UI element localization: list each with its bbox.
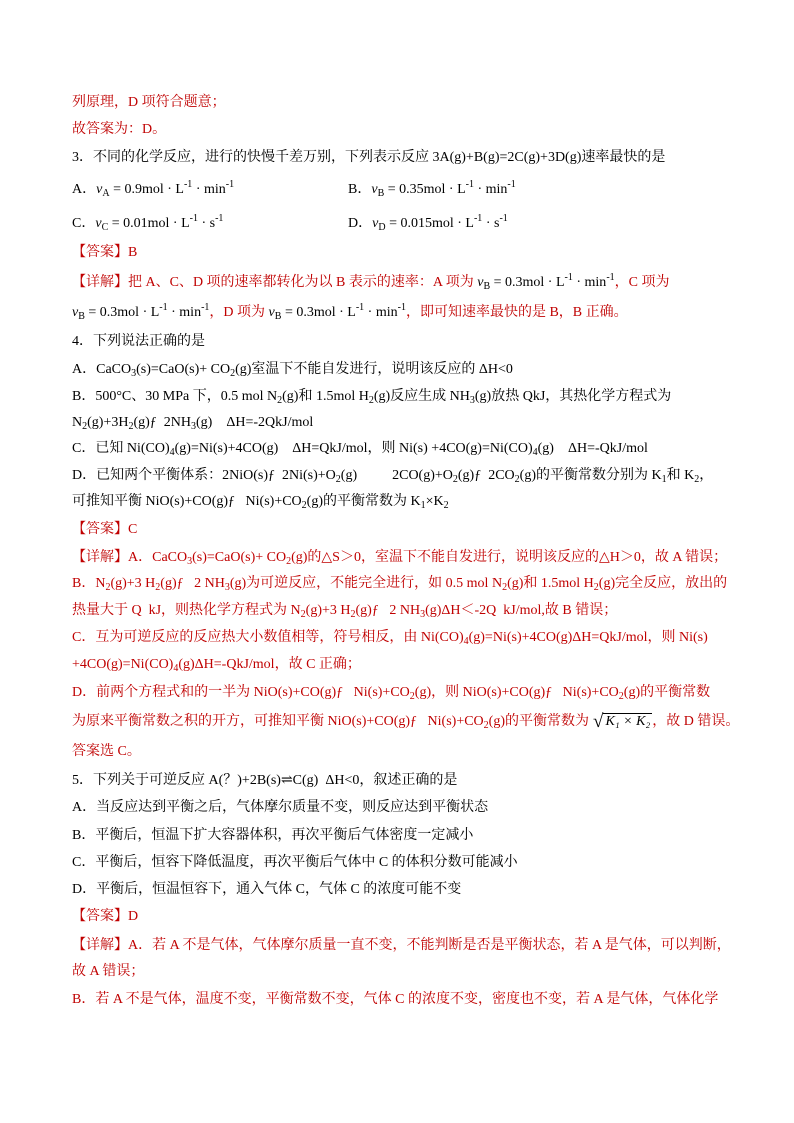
subscript: 2 — [350, 609, 356, 620]
subscript: 2 — [483, 720, 489, 731]
text-run: 热量大于 Q kJ，则热化学方程式为 N — [72, 603, 301, 618]
text-run: A．CaCO — [72, 362, 132, 377]
text-run: (g)+3 H — [110, 576, 156, 591]
subscript: 4 — [532, 447, 538, 458]
text-line — [72, 742, 141, 762]
variable: v — [72, 305, 79, 320]
text-line — [72, 990, 718, 1010]
subscript: 2 — [128, 421, 134, 432]
formula-run: = 0.3mol · L — [490, 275, 565, 290]
formula-run: · min — [364, 305, 398, 320]
formula-run: · min — [572, 275, 607, 290]
text-line — [72, 439, 648, 459]
text-run: (g)ƒ 2 NH — [355, 603, 421, 618]
text-run: (g)和 1.5mol H — [282, 389, 369, 404]
subscript: B — [274, 311, 282, 322]
text-line — [72, 93, 226, 113]
answer-line — [72, 907, 138, 927]
superscript: -1 — [215, 213, 224, 224]
subscript: 4 — [463, 636, 469, 647]
formula-run: · min — [167, 305, 202, 320]
subscript: B — [483, 281, 491, 292]
superscript: -1 — [225, 179, 235, 190]
text-run: (g)ΔH=-QkJ/mol，故 C 正确； — [178, 657, 361, 672]
text-run: · s — [482, 216, 500, 231]
text-line — [72, 180, 234, 200]
text-run: · s — [197, 216, 216, 231]
text-run: 4．下列说法正确的是 — [72, 334, 205, 349]
text-run: (g)完全反应，放出的 — [598, 576, 728, 591]
text-run: (g)的平衡常数为 K — [306, 494, 421, 509]
text-run: (g)和 1.5mol H — [507, 576, 594, 591]
subscript: 2 — [230, 368, 236, 379]
variable: v — [96, 182, 103, 197]
explanation-line — [72, 273, 670, 293]
text-run: (s)=CaO(s)+ CO — [136, 362, 231, 377]
radical-sign: √ — [593, 711, 604, 732]
subscript: 2 — [502, 582, 508, 593]
text-line — [72, 148, 665, 168]
radicand: K₁ × K₂ — [605, 714, 651, 729]
subscript: 2 — [105, 582, 111, 593]
subscript: 3 — [420, 609, 426, 620]
text-line — [72, 332, 205, 352]
subscript: 1 — [661, 474, 667, 485]
variable: v — [477, 275, 484, 290]
text-run: 【答案】B — [72, 245, 138, 260]
text-run: C． — [72, 216, 96, 231]
text-line — [72, 120, 166, 140]
text-run: (g)的平衡常数为 — [488, 714, 589, 729]
text-run: D．平衡后，恒温恒容下，通入气体 C，气体 C 的浓度可能不变 — [72, 882, 462, 897]
text-run: 和 K — [666, 468, 695, 483]
text-run: ×K — [425, 494, 444, 509]
superscript: -1 — [201, 302, 210, 313]
superscript: -1 — [473, 213, 483, 224]
text-line — [72, 303, 628, 323]
text-run: N — [72, 415, 83, 430]
text-run: = 0.9mol · L — [109, 182, 184, 197]
variable: v — [268, 305, 275, 320]
superscript: -1 — [189, 213, 198, 224]
text-line — [72, 601, 617, 621]
subscript: 2 — [300, 609, 306, 620]
text-run: (g)ƒ 2CO — [457, 468, 515, 483]
text-run: (g)+3H — [87, 415, 129, 430]
text-run: 【详解】把 A、C、D 项的速率都转化为以 B 表示的速率：A 项为 — [72, 275, 478, 290]
text-run: (g)的平衡常数分别为 K — [519, 468, 662, 483]
text-line — [72, 387, 671, 407]
text-run: (g)反应生成 NH — [373, 389, 470, 404]
text-line — [72, 466, 713, 486]
subscript: 3 — [187, 556, 193, 567]
text-line — [72, 826, 473, 846]
subscript: 2 — [452, 474, 458, 485]
text-run: · min — [192, 182, 226, 197]
subscript: 2 — [368, 395, 374, 406]
subscript: B — [377, 188, 385, 199]
text-run: ， — [699, 468, 714, 483]
variable: v — [371, 182, 378, 197]
subscript: 3 — [131, 368, 137, 379]
text-run: (g)室温下不能自发进行，说明该反应的 ΔH<0 — [235, 362, 513, 377]
subscript: C — [101, 222, 109, 233]
text-run: 【详解】A．若 A 不是气体，气体摩尔质量一直不变，不能判断是否是平衡状态，若 A 是气体，可以判断， — [72, 938, 731, 953]
formula-run: = 0.3mol · L — [281, 305, 356, 320]
text-run: D． — [348, 216, 373, 231]
subscript: 3 — [191, 421, 197, 432]
text-line — [72, 712, 739, 732]
subscript: 2 — [694, 474, 700, 485]
text-run: · min — [473, 182, 508, 197]
variable: v — [372, 216, 379, 231]
text-run: = 0.015mol · L — [385, 216, 474, 231]
text-line — [72, 798, 488, 818]
superscript: -1 — [159, 302, 168, 313]
text-run: = 0.01mol · L — [108, 216, 190, 231]
subscript: 4 — [173, 663, 179, 674]
text-run: 故 A 错误； — [72, 964, 145, 979]
text-run: (g) ΔH=-2QkJ/mol — [196, 415, 314, 430]
text-run: ，D 项为 — [209, 305, 269, 320]
subscript: 2 — [593, 582, 599, 593]
text-run: (g)的△S＞0，室温下不能自发进行，说明该反应的△H＞0，故 A 错误； — [291, 550, 728, 565]
answer-line — [72, 243, 137, 263]
text-line — [72, 628, 708, 648]
text-run: A． — [72, 182, 97, 197]
text-line — [72, 655, 361, 675]
text-line — [72, 360, 513, 380]
superscript: -1 — [397, 302, 406, 313]
text-line-right-column — [348, 180, 516, 200]
superscript: -1 — [465, 179, 474, 190]
text-line — [72, 214, 223, 234]
text-run: (g)ƒ 2NH — [133, 415, 192, 430]
text-run: C．互为可逆反应的反应热大小数值相等，符号相反，由 Ni(CO) — [72, 630, 464, 645]
text-run: 答案选 C。 — [72, 744, 141, 759]
text-run: (g)+3 H — [305, 603, 351, 618]
subscript: A — [102, 188, 110, 199]
text-line — [72, 880, 461, 900]
subscript: D — [378, 222, 386, 233]
explanation-line — [72, 548, 727, 568]
text-run: C．平衡后，恒容下降低温度，再次平衡后气体中 C 的体积分数可能减小 — [72, 855, 518, 870]
text-run: (g)ΔH＜-2Q kJ/mol,故 B 错误； — [425, 603, 618, 618]
text-run: B．平衡后，恒温下扩大容器体积，再次平衡后气体密度一定减小 — [72, 828, 474, 843]
text-line-right-column — [348, 214, 508, 234]
subscript: 2 — [286, 556, 292, 567]
text-run: +4CO(g)=Ni(CO) — [72, 657, 174, 672]
subscript: B — [78, 311, 85, 322]
superscript: -1 — [355, 302, 365, 313]
text-run: 为原来平衡常数之积的开方，可推知平衡 NiO(s)+CO(g)ƒ Ni(s)+CO — [72, 714, 484, 729]
text-run: (g) 2CO(g)+O — [340, 468, 453, 483]
subscript: 2 — [618, 691, 624, 702]
superscript: -1 — [183, 179, 193, 190]
text-run: 【答案】C — [72, 522, 138, 537]
subscript: 2 — [514, 474, 520, 485]
superscript: -1 — [564, 272, 573, 283]
text-run: B．若 A 不是气体，温度不变，平衡常数不变，气体 C 的浓度不变，密度也不变，若 A 是气体，气体化学 — [72, 992, 719, 1007]
text-run: D．前两个方程式和的一半为 NiO(s)+CO(g)ƒ Ni(s)+CO — [72, 685, 410, 700]
subscript: 1 — [420, 500, 426, 511]
subscript: 3 — [224, 582, 230, 593]
text-run: (s)=CaO(s)+ CO — [192, 550, 287, 565]
answer-line — [72, 520, 137, 540]
superscript: -1 — [606, 272, 615, 283]
text-run: (g)，则 NiO(s)+CO(g)ƒ Ni(s)+CO — [414, 685, 619, 700]
explanation-line — [72, 936, 731, 956]
subscript: 4 — [169, 447, 175, 458]
variable: v — [95, 216, 102, 231]
text-run: ，故 D 错误。 — [652, 714, 740, 729]
text-run: (g)放热 QkJ，其热化学方程式为 — [474, 389, 672, 404]
text-run: = 0.35mol · L — [384, 182, 466, 197]
subscript: 2 — [335, 474, 341, 485]
text-run: D．已知两个平衡体系：2NiO(s)ƒ 2Ni(s)+O — [72, 468, 336, 483]
text-line — [72, 853, 518, 873]
text-run: (g)ƒ 2 NH — [160, 576, 225, 591]
subscript: 2 — [155, 582, 161, 593]
text-run: (g)的平衡常数 — [623, 685, 711, 700]
text-line — [72, 492, 449, 512]
subscript: 2 — [443, 500, 449, 511]
text-run: ，即可知速率最快的是 B，B 正确。 — [405, 305, 628, 320]
text-run: 【详解】A．CaCO — [72, 550, 188, 565]
text-run: 5．下列关于可逆反应 A(？)+2B(s)⇌C(g) ΔH<0，叙述正确的是 — [72, 773, 458, 788]
text-line — [72, 413, 313, 433]
text-run: (g)=Ni(s)+4CO(g) ΔH=QkJ/mol，则 Ni(s) +4CO(g)=Ni(CO) — [174, 441, 533, 456]
subscript: 2 — [301, 500, 307, 511]
text-run: 列原理，D 项符合题意； — [72, 95, 226, 110]
text-run: (g)=Ni(s)+4CO(g)ΔH=QkJ/mol，则 Ni(s) — [468, 630, 708, 645]
text-line — [72, 683, 710, 703]
subscript: 3 — [469, 395, 475, 406]
text-run: ，C 项为 — [614, 275, 670, 290]
text-line — [72, 574, 727, 594]
superscript: -1 — [499, 213, 508, 224]
text-run: 可推知平衡 NiO(s)+CO(g)ƒ Ni(s)+CO — [72, 494, 302, 509]
text-run: 【答案】D — [72, 909, 139, 924]
formula-run: = 0.3mol · L — [84, 305, 160, 320]
text-run: A．当反应达到平衡之后，气体摩尔质量不变，则反应达到平衡状态 — [72, 800, 489, 815]
subscript: 2 — [82, 421, 88, 432]
text-run: 3．不同的化学反应，进行的快慢千差万别，下列表示反应 3A(g)+B(g)=2C(g)+3D(g)速率最快的是 — [72, 150, 666, 165]
text-run: 故答案为：D。 — [72, 122, 167, 137]
text-run: B．500°C、30 MPa 下，0.5 mol N — [72, 389, 278, 404]
text-run: B．N — [72, 576, 106, 591]
subscript: 2 — [277, 395, 283, 406]
text-run: C．已知 Ni(CO) — [72, 441, 170, 456]
text-run: (g)为可逆反应，不能完全进行，如 0.5 mol N — [229, 576, 503, 591]
subscript: 2 — [409, 691, 415, 702]
superscript: -1 — [507, 179, 516, 190]
text-line — [72, 771, 457, 791]
text-run: (g) ΔH=-QkJ/mol — [537, 441, 648, 456]
text-line — [72, 962, 144, 982]
text-run: B． — [348, 182, 372, 197]
